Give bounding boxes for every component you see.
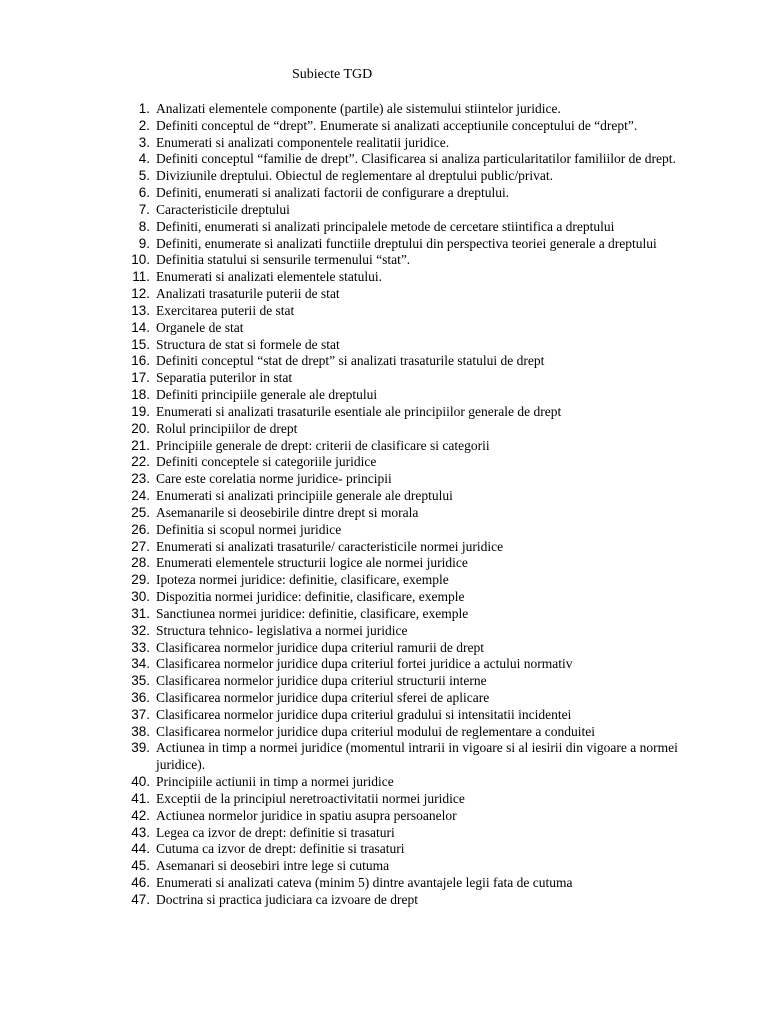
list-item-number: 26.: [131, 521, 150, 537]
list-item-text: Enumerati si analizati trasaturile/ caracteristicile normei juridice: [156, 538, 504, 554]
list-item-number: 6.: [138, 185, 150, 201]
list-item-number: 40.: [131, 774, 150, 790]
list-item: [0, 303, 768, 320]
list-item: [0, 421, 768, 438]
list-item-text: Rolul principiilor de drept: [156, 420, 298, 436]
list-item: [0, 202, 768, 219]
list-item-number: 36.: [131, 689, 150, 705]
list-item-number: 10.: [131, 252, 150, 268]
list-item-number: 7.: [138, 201, 150, 217]
list-item-text: Analizati elementele componente (partile) ale sistemului stiintelor juridice.: [156, 101, 561, 116]
list-item-number: 13.: [131, 302, 150, 318]
list-item: [0, 892, 768, 909]
list-item-text: Definiti conceptul de “drept”. Enumerate si analizati acceptiunile conceptului de “drept”.: [156, 117, 638, 133]
list-item-number: 17.: [131, 370, 150, 386]
list-item-text: Structura de stat si formele de stat: [156, 336, 340, 352]
list-item-text: Structura tehnico- legislativa a normei juridice: [156, 622, 408, 638]
list-item: [0, 841, 768, 858]
list-item-text: Enumerati si analizati componentele realitatii juridice.: [156, 134, 450, 150]
list-item: [0, 808, 768, 825]
list-item: [0, 337, 768, 354]
list-item: [0, 673, 768, 690]
list-item-number: 38.: [131, 723, 150, 739]
list-item-number: 25.: [131, 504, 150, 520]
list-item: [0, 488, 768, 505]
list-item: [0, 101, 768, 118]
list-item-number: 44.: [131, 841, 150, 857]
list-item-text: Ipoteza normei juridice: definitie, clasificare, exemple: [156, 572, 449, 588]
list-item-text: Actiunea normelor juridice in spatiu asupra persoanelor: [156, 807, 457, 823]
list-item-text: Enumerati elementele structurii logice ale normei juridice: [156, 555, 468, 571]
list-item-number: 5.: [138, 168, 150, 184]
list-item: [0, 555, 768, 572]
list-item-number: 37.: [131, 706, 150, 722]
list-item-number: 45.: [131, 858, 150, 874]
document-title: Subiecte TGD: [292, 67, 373, 82]
list-item-number: 30.: [131, 589, 150, 605]
list-item-text: Diviziunile dreptului. Obiectul de reglementare al dreptului public/privat.: [156, 168, 553, 184]
list-item-text: Definiti, enumerati si analizati factorii de configurare a dreptului.: [156, 185, 510, 201]
list-item-text: Dispozitia normei juridice: definitie, clasificare, exemple: [156, 589, 465, 605]
list-item: [0, 353, 768, 370]
list-item-text: Separatia puterilor in stat: [156, 370, 293, 386]
list-item-text: Asemanarile si deosebirile dintre drept si morala: [156, 504, 419, 520]
list-item-number: 35.: [131, 673, 150, 689]
list-item-text: Definitia si scopul normei juridice: [156, 521, 342, 537]
list-item-text: Enumerati si analizati elementele statului.: [156, 269, 383, 285]
list-item: [0, 740, 768, 774]
list-item-text: Clasificarea normelor juridice dupa criteriul gradului si intensitatii incidentei: [156, 706, 572, 722]
list-item-text: Principiile generale de drept: criterii de clasificare si categorii: [156, 437, 490, 453]
list-item: [0, 118, 768, 135]
list-item: [0, 606, 768, 623]
list-item: [0, 471, 768, 488]
list-item: [0, 168, 768, 185]
list-item: [0, 151, 768, 168]
list-item: [0, 656, 768, 673]
list-item-text: Definitia statului si sensurile termenului “stat”.: [156, 252, 411, 268]
list-item-number: 1.: [138, 101, 150, 116]
list-item-text: Clasificarea normelor juridice dupa criteriul structurii interne: [156, 673, 487, 689]
list-item-text: Clasificarea normelor juridice dupa criteriul sferei de aplicare: [156, 689, 490, 705]
list-item: [0, 219, 768, 236]
list-item-number: 32.: [131, 622, 150, 638]
list-item: [0, 875, 768, 892]
list-item-number: 33.: [131, 639, 150, 655]
list-item-number: 12.: [131, 286, 150, 302]
list-item: [0, 236, 768, 253]
list-item-text: Definiti, enumerate si analizati functiile dreptului din perspectiva teoriei generale a dreptului: [156, 235, 657, 251]
list-item-number: 16.: [131, 353, 150, 369]
list-item-text: Exercitarea puterii de stat: [156, 302, 295, 318]
list-item-text: Clasificarea normelor juridice dupa criteriul fortei juridice a actului normativ: [156, 656, 573, 672]
list-item-text: Analizati trasaturile puterii de stat: [156, 286, 340, 302]
list-item-text: Organele de stat: [156, 319, 244, 335]
list-item-number: 47.: [131, 891, 150, 907]
list-item-number: 27.: [131, 538, 150, 554]
list-item-number: 43.: [131, 824, 150, 840]
list-item-number: 3.: [138, 134, 150, 150]
list-item: [0, 454, 768, 471]
list-item-number: 14.: [131, 319, 150, 335]
list-item-number: 8.: [138, 218, 150, 234]
list-item: [0, 438, 768, 455]
list-item-number: 31.: [131, 605, 150, 621]
list-item: [0, 623, 768, 640]
list-item-number: 9.: [138, 235, 150, 251]
list-item-number: 21.: [131, 437, 150, 453]
list-item-number: 4.: [138, 151, 150, 167]
list-item-text: Principiile actiunii in timp a normei juridice: [156, 774, 394, 790]
list-item-number: 19.: [131, 403, 150, 419]
list-item: [0, 185, 768, 202]
list-item-text: Definiti conceptul “familie de drept”. Clasificarea si analiza particularitatilor familiilor de drept.: [156, 151, 676, 167]
list-item-text: Clasificarea normelor juridice dupa criteriul ramurii de drept: [156, 639, 484, 655]
list-item: [0, 252, 768, 269]
list-item-number: 20.: [131, 420, 150, 436]
list-item-number: 34.: [131, 656, 150, 672]
list-item-text: Caracteristicile dreptului: [156, 201, 290, 217]
list-item: [0, 539, 768, 556]
list-item-text: Definiti conceptul “stat de drept” si analizati trasaturile statului de drept: [156, 353, 545, 369]
subject-list: [0, 101, 768, 909]
list-item-text: Definiti, enumerati si analizati principalele metode de cercetare stiintifica a dreptului: [156, 218, 615, 234]
list-item-number: 2.: [138, 117, 150, 133]
list-item-text: Sanctiunea normei juridice: definitie, clasificare, exemple: [156, 605, 469, 621]
list-item-number: 22.: [131, 454, 150, 470]
list-item-text: Enumerati si analizati cateva (minim 5) dintre avantajele legii fata de cutuma: [156, 875, 573, 891]
list-item-text: Definiti conceptele si categoriile juridice: [156, 454, 377, 470]
list-item: [0, 640, 768, 657]
list-item: [0, 370, 768, 387]
list-item-text: Asemanari si deosebiri intre lege si cutuma: [156, 858, 390, 874]
list-item-number: 46.: [131, 875, 150, 891]
list-item-number: 11.: [132, 269, 150, 285]
list-item-number: 24.: [131, 488, 150, 504]
list-item-number: 29.: [131, 572, 150, 588]
list-item: [0, 404, 768, 421]
list-item: [0, 135, 768, 152]
list-item-number: 42.: [131, 807, 150, 823]
list-item: [0, 286, 768, 303]
list-item: [0, 774, 768, 791]
list-item: [0, 791, 768, 808]
list-item: [0, 589, 768, 606]
list-item: [0, 690, 768, 707]
list-item: [0, 522, 768, 539]
list-item-number: 23.: [131, 471, 150, 487]
list-item: [0, 825, 768, 842]
list-item-number: 39.: [131, 740, 150, 756]
list-item-number: 18.: [131, 387, 150, 403]
list-item-text: Care este corelatia norme juridice- principii: [156, 471, 392, 487]
list-item-text: Definiti principiile generale ale dreptului: [156, 387, 378, 403]
list-item-text: Enumerati si analizati trasaturile esentiale ale principiilor generale de drept: [156, 403, 562, 419]
list-item: [0, 505, 768, 522]
list-item-text: Legea ca izvor de drept: definitie si trasaturi: [156, 824, 395, 840]
list-item-text: Doctrina si practica judiciara ca izvoare de drept: [156, 891, 418, 907]
list-item: [0, 320, 768, 337]
list-item: [0, 707, 768, 724]
list-item-number: 41.: [131, 790, 150, 806]
list-item-number: 28.: [131, 555, 150, 571]
list-item-text: Clasificarea normelor juridice dupa criteriul modului de reglementare a conduitei: [156, 723, 595, 739]
list-item: [0, 387, 768, 404]
list-item-text: Exceptii de la principiul neretroactivitatii normei juridice: [156, 790, 465, 806]
list-item: [0, 724, 768, 741]
list-item: [0, 858, 768, 875]
list-item: [0, 572, 768, 589]
list-item: [0, 269, 768, 286]
list-item-text: Cutuma ca izvor de drept: definitie si trasaturi: [156, 841, 405, 857]
list-item-number: 15.: [131, 336, 150, 352]
list-item-text: Actiunea in timp a normei juridice (momentul intrarii in vigoare si al iesirii din vigoare a normei juridice).: [156, 740, 678, 773]
list-item-text: Enumerati si analizati principiile generale ale dreptului: [156, 488, 453, 504]
